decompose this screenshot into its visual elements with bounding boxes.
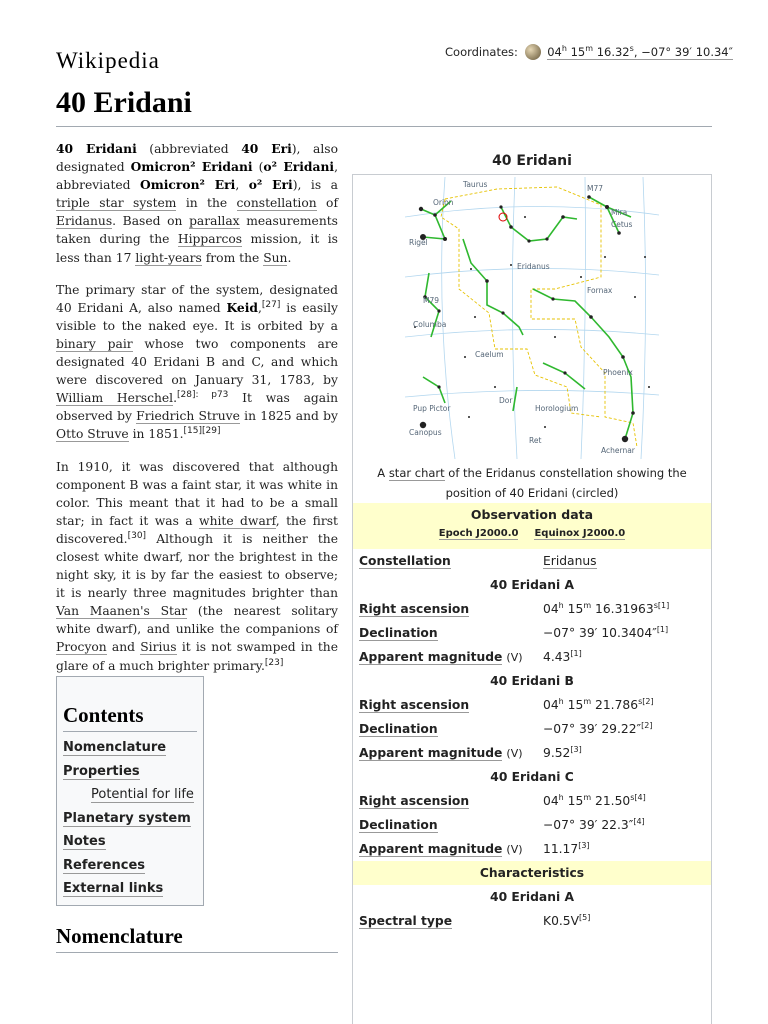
image-caption: A star chart of the Eridanus constellation showing the position of 40 Eridani (circled) [377, 466, 687, 500]
coordinates [445, 44, 733, 60]
dec-label[interactable]: Declination [359, 818, 438, 832]
star-c-subheader: 40 Eridani C [490, 770, 574, 784]
star-chart-link[interactable]: star chart [388, 466, 445, 480]
toc-item-potential-for-life[interactable]: Potential for life [91, 787, 194, 802]
toc-item-notes[interactable]: Notes [63, 834, 106, 849]
chart-label-eridanus: Eridanus [517, 262, 550, 271]
bold-term: 40 Eri [241, 141, 292, 156]
c-dec-value: −07° 39′ 22.3″[4] [543, 816, 645, 832]
b-ra-row [353, 693, 711, 717]
star-chart-svg [405, 177, 659, 459]
section-divider [56, 952, 338, 953]
b-mag-row: Apparent magnitude (V) 9.52[3] [353, 741, 711, 765]
toc-divider [63, 731, 197, 732]
c-dec-row [353, 813, 711, 837]
citation-ref[interactable]: [27] [261, 299, 281, 310]
bold-term: Keid [226, 299, 258, 315]
wikipedia-logo[interactable]: Wikipedia [56, 48, 160, 73]
coordinates-label: Coordinates: [445, 45, 518, 59]
constellation-row [353, 549, 711, 573]
article-link[interactable]: Friedrich Struve [136, 409, 240, 424]
chart-label-m79: M79 [423, 296, 440, 305]
ra-label[interactable]: Right ascension [359, 698, 470, 712]
constellation-value[interactable]: Eridanus [543, 554, 597, 568]
article-link[interactable]: Hipparcos [177, 232, 243, 247]
chart-label-pup-pictor: Pup Pictor [413, 404, 451, 413]
spectral-type-label[interactable]: Spectral type [359, 914, 453, 928]
chart-label-columba: Columba [413, 320, 447, 329]
a-dec-row [353, 621, 711, 645]
chart-label-horologium: Horologium [535, 404, 579, 413]
dec-label[interactable]: Declination [359, 722, 438, 736]
a-dec-value: −07° 39′ 10.3404″[1] [543, 624, 669, 640]
article-link[interactable]: Van Maanen's Star [56, 604, 188, 619]
b-dec-row [353, 717, 711, 741]
equinox-link[interactable]: Equinox J2000.0 [534, 528, 626, 539]
article-body [56, 140, 338, 689]
bold-term: ο² Eridani [263, 159, 335, 175]
bold-term: 40 Eridani [56, 141, 137, 156]
coordinates-value[interactable]: 04$^h$ 15$^m$ $16.32^s$, −07° 39′ 10.34″ [547, 44, 733, 59]
c-mag-value: 11.17[3] [543, 840, 590, 856]
c-ra-value: 04$^h$ 15$^m$ 21.50$^{s[4]}$ [543, 792, 646, 808]
b-dec-value: −07° 39′ 29.22″[2] [543, 720, 653, 736]
section-heading: Nomenclature [56, 924, 183, 948]
toc-item-references[interactable]: References [63, 857, 146, 873]
citation-ref[interactable]: [30] [127, 530, 147, 541]
toc-item-planetary-system[interactable]: Planetary system [63, 810, 191, 826]
chart-label-canopus: Canopus [409, 428, 442, 437]
mag-label[interactable]: Apparent magnitude [359, 746, 503, 760]
title-divider [56, 126, 712, 127]
chart-label-ret: Ret [529, 436, 542, 445]
c-mag-row: Apparent magnitude (V) 11.17[3] [353, 837, 711, 861]
infobox-frame [352, 174, 712, 1024]
ra-label[interactable]: Right ascension [359, 602, 470, 616]
chart-label-phoenix: Phoenix [603, 368, 633, 377]
article-link[interactable]: constellation [236, 196, 317, 211]
chart-label-taurus: Taurus [463, 180, 488, 189]
a-ra-row [353, 597, 711, 621]
citation-ref[interactable]: [15][29] [183, 426, 221, 437]
chart-label-rigel: Rigel [409, 238, 428, 247]
citation-ref[interactable]: [28]: p73 [177, 390, 229, 401]
paragraph-2: The primary star of the system, designated 40 Eridani A, also named Keid,[27] is easily visible to the naked eye. It is orbited by a binary pair whose two components are designated 40 Eridani B and C, and which were discovered on January 31, 1783, by William Herschel.$^{[28]: p73}$ It was again observed by Friedrich Struve in 1825 and by Otto Struve in 1851.[15][29] [56, 282, 338, 442]
article-link[interactable]: Procyon [56, 640, 107, 655]
article-link[interactable]: Sirius [140, 640, 177, 655]
characteristics-star-subheader: 40 Eridani A [490, 890, 574, 904]
paragraph-1: 40 Eridani (abbreviated 40 Eri), also designated Omicron² Eridani (ο² Eridani, abbreviated Omicron² Eri, ο² Eri), is a triple star system in the constellation of Eridanus. Based on parallax measurements taken during the Hipparcos mission, it is less than 17 light-years from the Sun. [56, 141, 339, 265]
infobox [352, 144, 712, 1024]
citation-ref[interactable]: [23] [264, 657, 284, 668]
table-of-contents [56, 676, 204, 906]
toc-title: Contents [63, 703, 144, 727]
article-link[interactable]: light-years [135, 250, 202, 265]
a-ra-value: 04$^h$ 15$^m$ 16.31963$^{s[1]}$ [543, 600, 670, 616]
bold-term: Omicron² Eri [140, 177, 236, 193]
chart-label-dor: Dor [499, 396, 513, 405]
article-link[interactable]: William Herschel [56, 391, 174, 406]
spectral-type-row [353, 909, 711, 933]
mag-label[interactable]: Apparent magnitude [359, 650, 503, 664]
mag-label[interactable]: Apparent magnitude [359, 842, 503, 856]
a-mag-value: 4.43[1] [543, 648, 582, 664]
star-b-subheader: 40 Eridani B [490, 674, 574, 688]
spectral-type-value: K0.5V[5] [543, 912, 591, 928]
constellation-label[interactable]: Constellation [359, 554, 451, 568]
chart-label-cetus: Cetus [611, 220, 633, 229]
chart-label-achernar: Achernar [601, 446, 635, 455]
characteristics-header: Characteristics [353, 861, 711, 885]
article-link[interactable]: triple star system [56, 196, 177, 211]
chart-label-m77: M77 [587, 184, 604, 193]
chart-label-orion: Orion [433, 198, 454, 207]
article-link[interactable]: Eridanus [56, 214, 113, 229]
chart-label-mira: Mira [611, 208, 628, 217]
bold-term: ο² Eri [248, 177, 293, 193]
article-link[interactable]: Sun [263, 250, 288, 265]
toc-item-external-links[interactable]: External links [63, 881, 164, 896]
article-link[interactable]: binary pair [56, 336, 133, 351]
b-mag-value: 9.52[3] [543, 744, 582, 760]
toc-item-properties[interactable]: Properties [63, 763, 140, 779]
a-mag-row: Apparent magnitude (V) 4.43[1] [353, 645, 711, 669]
bold-term: Omicron² Eridani [130, 159, 253, 175]
toc-item-nomenclature[interactable]: Nomenclature [63, 740, 167, 755]
infobox-caption: 40 Eridani [492, 153, 572, 169]
ra-label[interactable]: Right ascension [359, 794, 470, 808]
epoch-link[interactable]: Epoch J2000.0 [438, 528, 519, 539]
chart-label-fornax: Fornax [587, 286, 613, 295]
article-link[interactable]: Otto Struve [56, 427, 129, 442]
article-link[interactable]: white dwarf [199, 513, 276, 528]
observation-data-header: Observation data Epoch J2000.0 Equinox J2000.0 [353, 503, 711, 549]
b-ra-value: 04$^h$ 15$^m$ 21.786$^{s[2]}$ [543, 696, 654, 712]
globe-icon[interactable] [525, 44, 541, 60]
chart-label-caelum: Caelum [475, 350, 504, 359]
article-link[interactable]: parallax [189, 214, 240, 229]
page-title: 40 Eridani [56, 86, 192, 119]
paragraph-3: In 1910, it was discovered that although component B was a faint star, it was white in color. This meant that it had to be a small star; in fact it was a white dwarf, the first discovered.[30] Although it is neither the closest white dwarf, nor the brightest in the night sky, it is by far the easiest to observe; it is nearly three magnitudes brighter than Van Maanen's Star (the nearest solitary white dwarf), and unlike the companions of Procyon and Sirius it is not swamped in the glare of a much brighter primary.[23] [56, 459, 338, 673]
c-ra-row [353, 789, 711, 813]
star-chart[interactable] [405, 177, 659, 459]
dec-label[interactable]: Declination [359, 626, 438, 640]
toc-list [63, 740, 203, 905]
star-a-subheader: 40 Eridani A [490, 578, 574, 592]
